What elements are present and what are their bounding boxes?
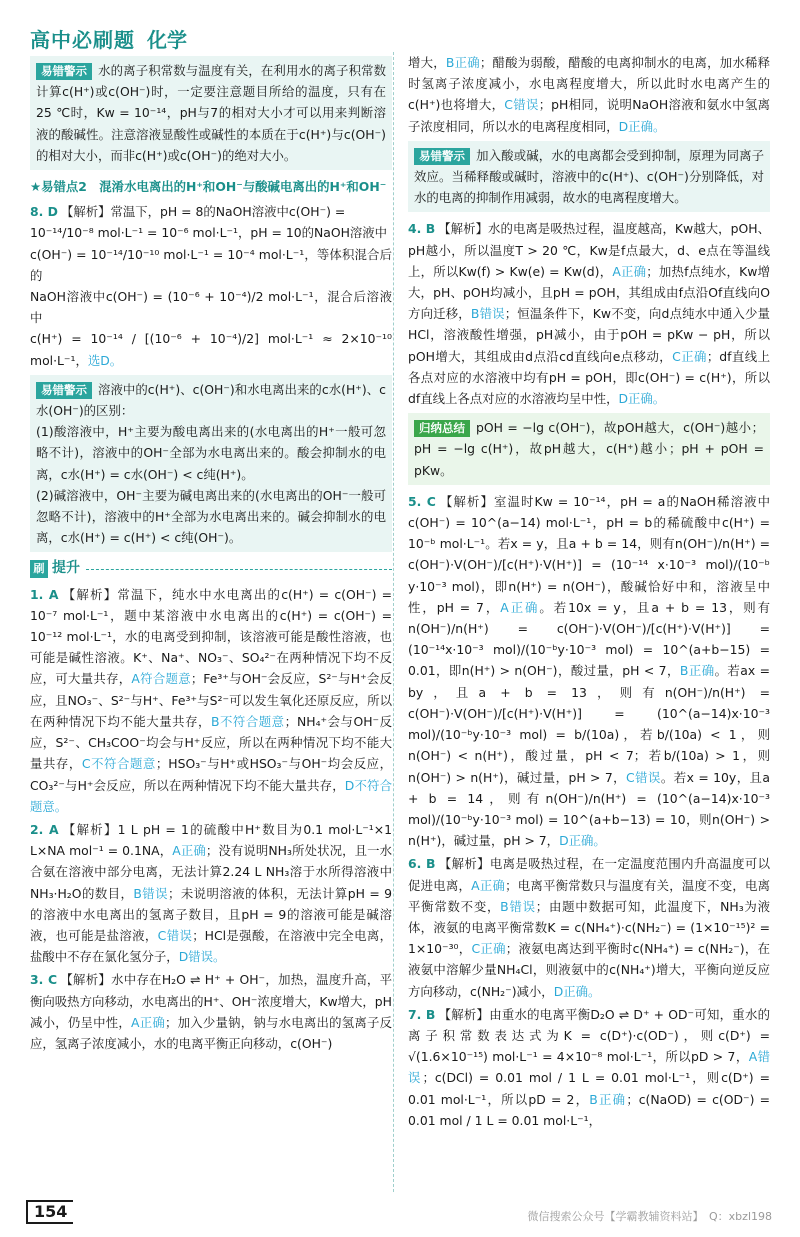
question-number: 2. A <box>30 821 59 837</box>
warning-box-3 <box>408 141 770 213</box>
answer-mark: D错误。 <box>178 949 226 965</box>
brush-icon: 刷 <box>30 560 48 578</box>
text: ；NH₄⁺会与OH⁻反应，S²⁻、CH₃COO⁻均会与H⁺反应，所以在两种情况下均不能大量共存， <box>30 713 392 772</box>
page-number: 154 <box>26 1200 73 1224</box>
answer-mark: D不符合题意。 <box>30 777 392 814</box>
answer-mark: A正确 <box>500 599 540 615</box>
warning-box-1 <box>30 56 392 170</box>
text: ；c(NaOD) = c(OD⁻) = 0.01 mol / 1 L = 0.01 mol·L⁻¹， <box>408 1091 770 1128</box>
right-column <box>408 52 770 1133</box>
left-column <box>30 52 392 1056</box>
question-3-continued <box>408 52 770 137</box>
warning-tag: 易错警示 <box>414 148 470 165</box>
q8-line-1: 【解析】常温下，pH = 8的NaOH溶液中c(OH⁻) = <box>60 204 346 220</box>
question-6 <box>408 853 770 1001</box>
column-divider <box>393 52 394 1192</box>
answer-mark: A正确 <box>612 263 647 279</box>
text: ；未说明溶液的体积，无法计算pH = 9的溶液中水电离出的氢离子数目，且pH = 9的溶液可能是碱溶液，也可能是盐溶液， <box>30 885 393 943</box>
text: ；液氨电离达到平衡时c(NH₄⁺) = c(NH₂⁻)，在液氨中溶解少量NH₄Cl，则液氨中的c(NH₄⁺)增大，平衡向逆反应方向移动，c(NH₂⁻)减小， <box>408 941 770 999</box>
q8-line-3: c(OH⁻) = 10⁻¹⁴/10⁻¹⁰ mol·L⁻¹ = 10⁻⁴ mol·L⁻¹，等体积混合后的 <box>30 246 392 283</box>
text: 【解析】室温时Kw = 10⁻¹⁴，pH = a的NaOH稀溶液中c(OH⁻) = 10^(a−14) mol·L⁻¹，pH = b的稀硫酸中c(H⁺) = 10⁻ᵇ mol·L⁻¹。若x = y，且a + b = 14，则有n(OH⁻)/n(H⁺) = c(OH⁻)·V(OH⁻)/[c(H⁺)·V(H⁺)] = (10⁻¹⁴ x·10⁻³ mol)/(10⁻ᵇ y·10⁻³ mol)，即n(H⁺) = n(OH⁻)，酸碱恰好中和，溶液呈中性，pH = 7， <box>408 493 770 615</box>
answer-mark: B错误 <box>133 885 168 901</box>
warning-tag: 易错警示 <box>36 382 92 399</box>
answer-mark: B错误 <box>470 306 505 322</box>
question-1 <box>30 584 392 817</box>
answer-mark: D正确。 <box>618 118 666 134</box>
text: ；电离平衡常数只与温度有关，温度不变，电离平衡常数不变， <box>408 877 771 914</box>
question-3 <box>30 969 392 1054</box>
text: 增大， <box>408 55 446 70</box>
section-label: 提升 <box>52 560 80 577</box>
text: ；加入少量钠，钠与水电离出的氢离子反应，氢离子浓度减小，水的电离平衡正向移动，c(OH⁻) <box>30 1014 393 1051</box>
answer-mark: A错误 <box>408 1049 770 1086</box>
summary-box <box>408 413 770 485</box>
text: ；HSO₃⁻与H⁺或HSO₃⁻与OH⁻均会反应，CO₃²⁻与H⁺会反应，所以在两种情况下均不能大量共存， <box>30 756 393 793</box>
text: ；由题中数据可知，此温度下，NH₃为液体，液氨的电离平衡常数K = c(NH₄⁺)·c(NH₂⁻) = (1×10⁻¹⁵)² = 1×10⁻³⁰， <box>408 898 770 957</box>
answer-mark: C正确 <box>471 941 506 957</box>
answer-mark: A正确 <box>131 1014 165 1030</box>
answer-mark: C错误 <box>157 927 193 943</box>
text: ；恒温条件下，Kw不变，向d点纯水中通入少量HCl，溶液酸性增强，pH减小，由于pOH = pKw − pH，所以pOH增大，其组成由d点沿cd直线向e点移动， <box>408 306 770 364</box>
answer-mark: D正确。 <box>553 983 601 999</box>
answer-mark: C正确 <box>672 348 707 364</box>
question-number: 5. C <box>408 493 436 509</box>
warning-text: 加入酸或碱，水的电离都会受到抑制，原理为同离子效应。当稀释酸或碱时，溶液中的c(H⁺)、c(OH⁻)分别降低，对水的电离的抑制作用减弱，故水的电离程度增大。 <box>414 147 764 206</box>
question-number: 8. D <box>30 204 58 220</box>
text: ；Fe³⁺与OH⁻会反应，S²⁻与H⁺会反应，且NO₃⁻、S²⁻与H⁺、Fe³⁺与S²⁻可以发生氧化还原反应，所以在两种情况下均不能大量共存， <box>30 671 392 729</box>
text: ；加热f点纯水，Kw增大，pH、pOH均减小，且pH = pOH，其组成由f点沿Of直线向O方向迁移， <box>408 263 771 322</box>
warning-tag: 易错警示 <box>36 63 92 80</box>
question-number: 1. A <box>30 586 59 602</box>
answer-mark: A正确 <box>172 843 206 859</box>
page-header <box>30 24 187 52</box>
warning-text: 水的离子积常数与温度有关，在利用水的离子积常数计算c(H⁺)或c(OH⁻)时，一定要注意题目所给的温度，只有在25 ℃时，Kw = 10⁻¹⁴，pH与7的相对大小才可以用来判断溶液的酸碱性。注意溶液显酸性或碱性的本质在于c(H⁺)与c(OH⁻)的相对大小，而非c(H⁺)或c(OH⁻)的绝对大小。 <box>36 63 386 163</box>
question-number: 4. B <box>408 221 436 237</box>
text: 。若ax = by，且a + b = 13，则有n(OH⁻)/n(H⁺) = c(OH⁻)·V(OH⁻)/[c(H⁺)·V(H⁺)] = (10^(a−14)x·10⁻³ mol)/(10⁻ᵇy·10⁻³ mol) = b/(10a)，若b/(10a) < 1，则n(OH⁻) < n(H⁺)，酸过量，pH < 7；若b/(10a) > 1，则n(OH⁻) > n(H⁺)，碱过量，pH > 7， <box>408 663 770 785</box>
text: ；没有说明NH₃所处状况，且一水合氨在溶液中部分电离，无法计算2.24 L NH₃溶于水所得溶液中NH₃·H₂O的数目， <box>30 843 392 901</box>
text: 【解析】由重水的电离平衡D₂O ⇌ D⁺ + OD⁻可知，重水的离子积常数表达式为K = c(D⁺)·c(OD⁻)，则c(D⁺) = √(1.6×10⁻¹⁵) mol·L⁻¹ = 4×10⁻⁸ mol·L⁻¹，所以pD > 7， <box>408 1006 770 1065</box>
warning-point-2: (2)碱溶液中，OH⁻主要为碱电离出来的(水电离出的OH⁻一般可忽略不计)，溶液中的H⁺全部为水电离出来的。碱会抑制水的电离，c水(H⁺) = c(H⁺) < c纯(OH⁻)。 <box>36 487 386 546</box>
answer-mark: C不符合题意 <box>81 756 156 772</box>
answer-mark: D正确。 <box>559 833 606 849</box>
text: ；c(DCl) = 0.01 mol / 1 L = 0.01 mol·L⁻¹，则c(D⁺) = 0.01 mol·L⁻¹，所以pD = 2， <box>408 1070 771 1107</box>
answer-mark: D正确。 <box>618 391 666 407</box>
q8-line-4: NaOH溶液中c(OH⁻) = (10⁻⁶ + 10⁻⁴)/2 mol·L⁻¹，混合后溶液中 <box>30 289 392 326</box>
question-4 <box>408 218 770 409</box>
text: 【解析】常温下，纯水中水电离出的c(H⁺) = c(OH⁻) = 10⁻⁷ mol·L⁻¹，题中某溶液中水电离出的c(H⁺) = c(OH⁻) = 10⁻¹² mol·L⁻¹，水的电离受到抑制，该溶液可能是酸性溶液，也可能是碱性溶液。K⁺、Na⁺、NO₃⁻、SO₄²⁻在两种情况下均不反应，可大量共存， <box>30 586 392 687</box>
q8-line-2: 10⁻¹⁴/10⁻⁸ mol·L⁻¹ = 10⁻⁶ mol·L⁻¹，pH = 10的NaOH溶液中 <box>30 225 388 241</box>
question-7 <box>408 1004 770 1131</box>
text: ；df直线上各点对应的水溶液中均有pH = pOH，即c(OH⁻) = c(H⁺)，所以df直线上各点对应的水溶液均呈中性， <box>408 348 770 407</box>
answer-mark: C错误 <box>504 97 539 113</box>
error-point-2: ★易错点2 混淆水电离出的H⁺和OH⁻与酸碱电离出的H⁺和OH⁻ <box>30 179 387 195</box>
question-2 <box>30 819 392 967</box>
answer-mark: A符合题意 <box>131 671 191 687</box>
question-5 <box>408 491 770 851</box>
answer-mark: A正确 <box>471 877 506 893</box>
text: 。若10x = y，且a + b = 13，则有n(OH⁻)/n(H⁺) = c(OH⁻)·V(OH⁻)/[c(H⁺)·V(H⁺)] = (10⁻¹⁴x·10⁻³ mol)/(10⁻ᵇy·10⁻³ mol) = 10^(a+b−15) = 0.01，即n(H⁺) > n(OH⁻)，酸过量，pH < 7， <box>408 599 771 679</box>
warning-point-1: (1)酸溶液中，H⁺主要为酸电离出来的(水电离出的H⁺一般可忽略不计)，溶液中的OH⁻全部为水电离出来的。酸会抑制水的电离，c水(H⁺) = c水(OH⁻) < c纯(H⁺)。 <box>36 424 386 482</box>
question-number: 7. B <box>408 1006 436 1022</box>
summary-tag: 归纳总结 <box>414 420 470 437</box>
footer-watermark: 微信搜索公众号【学霸教辅资料站】 Q：xbzl198 <box>527 1210 772 1223</box>
text: 。若x = 10y，且a + b = 14，则有n(OH⁻)/n(H⁺) = (10^(a−14)x·10⁻³ mol)/(10⁻ᵇy·10⁻³ mol) = 10^(a+b−13) = 10，则n(OH⁻) > n(H⁺)，碱过量，pH > 7， <box>408 769 771 849</box>
text: 【解析】水的电离是吸热过程，温度越高，Kw越大，pOH、pH越小，所以温度T > 20 ℃，Kw是f点最大，d、e点在等温线上，所以Kw(f) > Kw(e) = Kw(d)， <box>408 221 770 279</box>
summary-text: pOH = −lg c(OH⁻)，故pOH越大，c(OH⁻)越小；pH = −lg c(H⁺)，故pH越大，c(H⁺)越小；pH + pOH = pKw。 <box>414 420 764 478</box>
answer-mark: B正确 <box>679 663 715 679</box>
text: 【解析】电离是吸热过程，在一定温度范围内升高温度可以促进电离， <box>408 856 770 893</box>
text: ；pH相同，说明NaOH溶液和氨水中氢离子浓度相同，所以水的电离程度相同， <box>408 97 770 134</box>
section-divider <box>86 569 392 570</box>
question-8 <box>30 201 392 371</box>
answer-mark: B不符合题意 <box>210 713 285 729</box>
answer-mark: 选D。 <box>87 352 123 368</box>
q8-line-5: c(H⁺) = 10⁻¹⁴ / [(10⁻⁶ + 10⁻⁴)/2] mol·L⁻¹ ≈ 2×10⁻¹⁰ mol·L⁻¹， <box>30 331 392 368</box>
question-number: 6. B <box>408 856 436 872</box>
text: 【解析】1 L pH = 1的硫酸中H⁺数目为0.1 mol·L⁻¹×1 L×NA mol⁻¹ = 0.1NA， <box>30 821 392 859</box>
answer-mark: B错误 <box>500 898 536 914</box>
warning-box-2 <box>30 375 392 553</box>
text: ；HCl是强酸，在溶液中完全电离，盐酸中不存在氯化氢分子， <box>30 927 392 965</box>
subject-title: 化学 <box>147 28 187 52</box>
section-header <box>30 558 392 579</box>
question-number: 3. C <box>30 972 58 988</box>
answer-mark: B正确 <box>445 55 480 70</box>
text: ；醋酸为弱酸，醋酸的电离抑制水的电离，加水稀释时氢离子浓度减小，水电离程度增大，所以此时水电离产生的c(H⁺)也将增大， <box>408 55 770 113</box>
warning-text: 溶液中的c(H⁺)、c(OH⁻)和水电离出来的c水(H⁺)、c水(OH⁻)的区别： <box>36 381 386 419</box>
answer-mark: C错误 <box>626 769 661 785</box>
book-title: 高中必刷题 <box>30 28 135 52</box>
text: 【解析】水中存在H₂O ⇌ H⁺ + OH⁻，加热，温度升高，平衡向吸热方向移动，水电离出的H⁺、OH⁻浓度增大，Kw增大，pH减小，仍呈中性， <box>30 972 392 1030</box>
answer-mark: B正确 <box>589 1091 627 1107</box>
